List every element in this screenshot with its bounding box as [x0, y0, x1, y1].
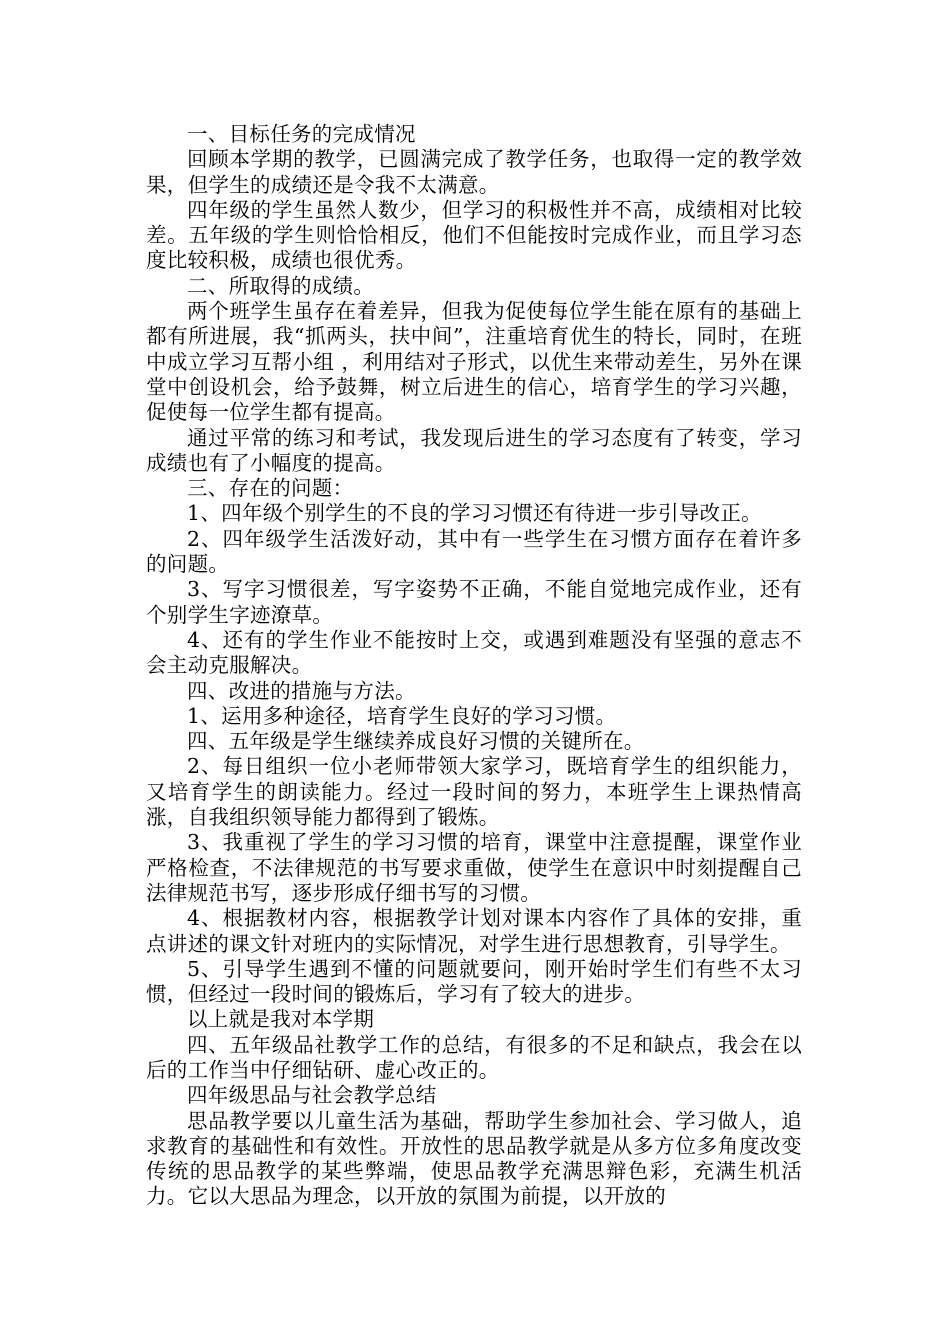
list-item: 3、我重视了学生的学习习惯的培育，课堂中注意提醒，课堂作业严格检查，不法律规范的书写要求重做，使学生在意识中时刻提醒自己法律规范书写，逐步形成仔细书写的习惯。 — [146, 830, 802, 905]
section-title: 四年级思品与社会教学总结 — [187, 1083, 437, 1108]
list-item: 4、还有的学生作业不能按时上交，或遇到难题没有坚强的意志不会主动克服解决。 — [146, 627, 802, 678]
list-item: 4、根据教材内容，根据教学计划对课本内容作了具体的安排，重点讲述的课文针对班内的实际情况，对学生进行思想教育，引导学生。 — [146, 906, 802, 956]
list-item: 2、四年级学生活泼好动，其中有一些学生在习惯方面存在着许多的问题。 — [146, 526, 802, 577]
paragraph: 思品教学要以儿童生活为基础，帮助学生参加社会、学习做人，追求教育的基础性和有效性。开放性的思品教学就是从多方位多角度改变传统的思品教学的某些弊端，使思品教学充满思辩色彩，充满生机活力。它以大思品为理念，以开放的氛围为前提，以开放的 — [146, 1108, 802, 1209]
document-body — [146, 122, 802, 1210]
paragraph: 通过平常的练习和考试，我发现后进生的学习态度有了转变，学习成绩也有了小幅度的提高。 — [146, 425, 802, 475]
list-item: 3、写字习惯很差，写字姿势不正确，不能自觉地完成作业，还有个别学生字迹潦草。 — [146, 577, 802, 627]
heading-2-achievements: 二、所取得的成绩。 — [187, 273, 375, 298]
list-item: 5、引导学生遇到不懂的问题就要问，刚开始时学生们有些不太习惯，但经过一段时间的锻炼后，学习有了较大的进步。 — [146, 956, 802, 1007]
paragraph: 回顾本学期的教学，已圆满完成了教学任务，也取得一定的教学效果，但学生的成绩还是令我不太满意。 — [146, 147, 802, 197]
paragraph: 两个班学生虽存在着差异，但我为促使每位学生能在原有的基础上都有所进展，我“抓两头，扶中间”，注重培育优生的特长，同时，在班中成立学习互帮小组 ，利用结对子形式，以优生来带动差生，另外在课堂中创设机会，给予鼓舞，树立后进生的信心，培育学生的学习兴趣，促使每一位学生都有提高。 — [146, 299, 802, 425]
heading-4-improvements: 四、改进的措施与方法。 — [187, 678, 416, 703]
list-item: 2、每日组织一位小老师带领大家学习，既培育学生的组织能力，又培育学生的朗读能力。经过一段时间的努力，本班学生上课热情高涨，自我组织领导能力都得到了锻炼。 — [146, 754, 802, 830]
list-item: 1、四年级个别学生的不良的学习习惯还有待进一步引导改正。 — [187, 501, 762, 526]
paragraph: 四、五年级品社教学工作的总结，有很多的不足和缺点，我会在以后的工作当中仔细钻研、虚心改正的。 — [146, 1032, 802, 1082]
paragraph: 四、五年级是学生继续养成良好习惯的关键所在。 — [187, 729, 645, 754]
paragraph: 以上就是我对本学期 — [187, 1007, 375, 1032]
heading-1-task-completion: 一、目标任务的完成情况 — [187, 122, 416, 146]
heading-3-problems: 三、存在的问题： — [187, 476, 354, 501]
paragraph: 四年级的学生虽然人数少，但学习的积极性并不高，成绩相对比较差。五年级的学生则恰恰相反，他们不但能按时完成作业，而且学习态度比较积极，成绩也很优秀。 — [146, 197, 802, 273]
list-item: 1、运用多种途径，培育学生良好的学习习惯。 — [187, 703, 617, 728]
